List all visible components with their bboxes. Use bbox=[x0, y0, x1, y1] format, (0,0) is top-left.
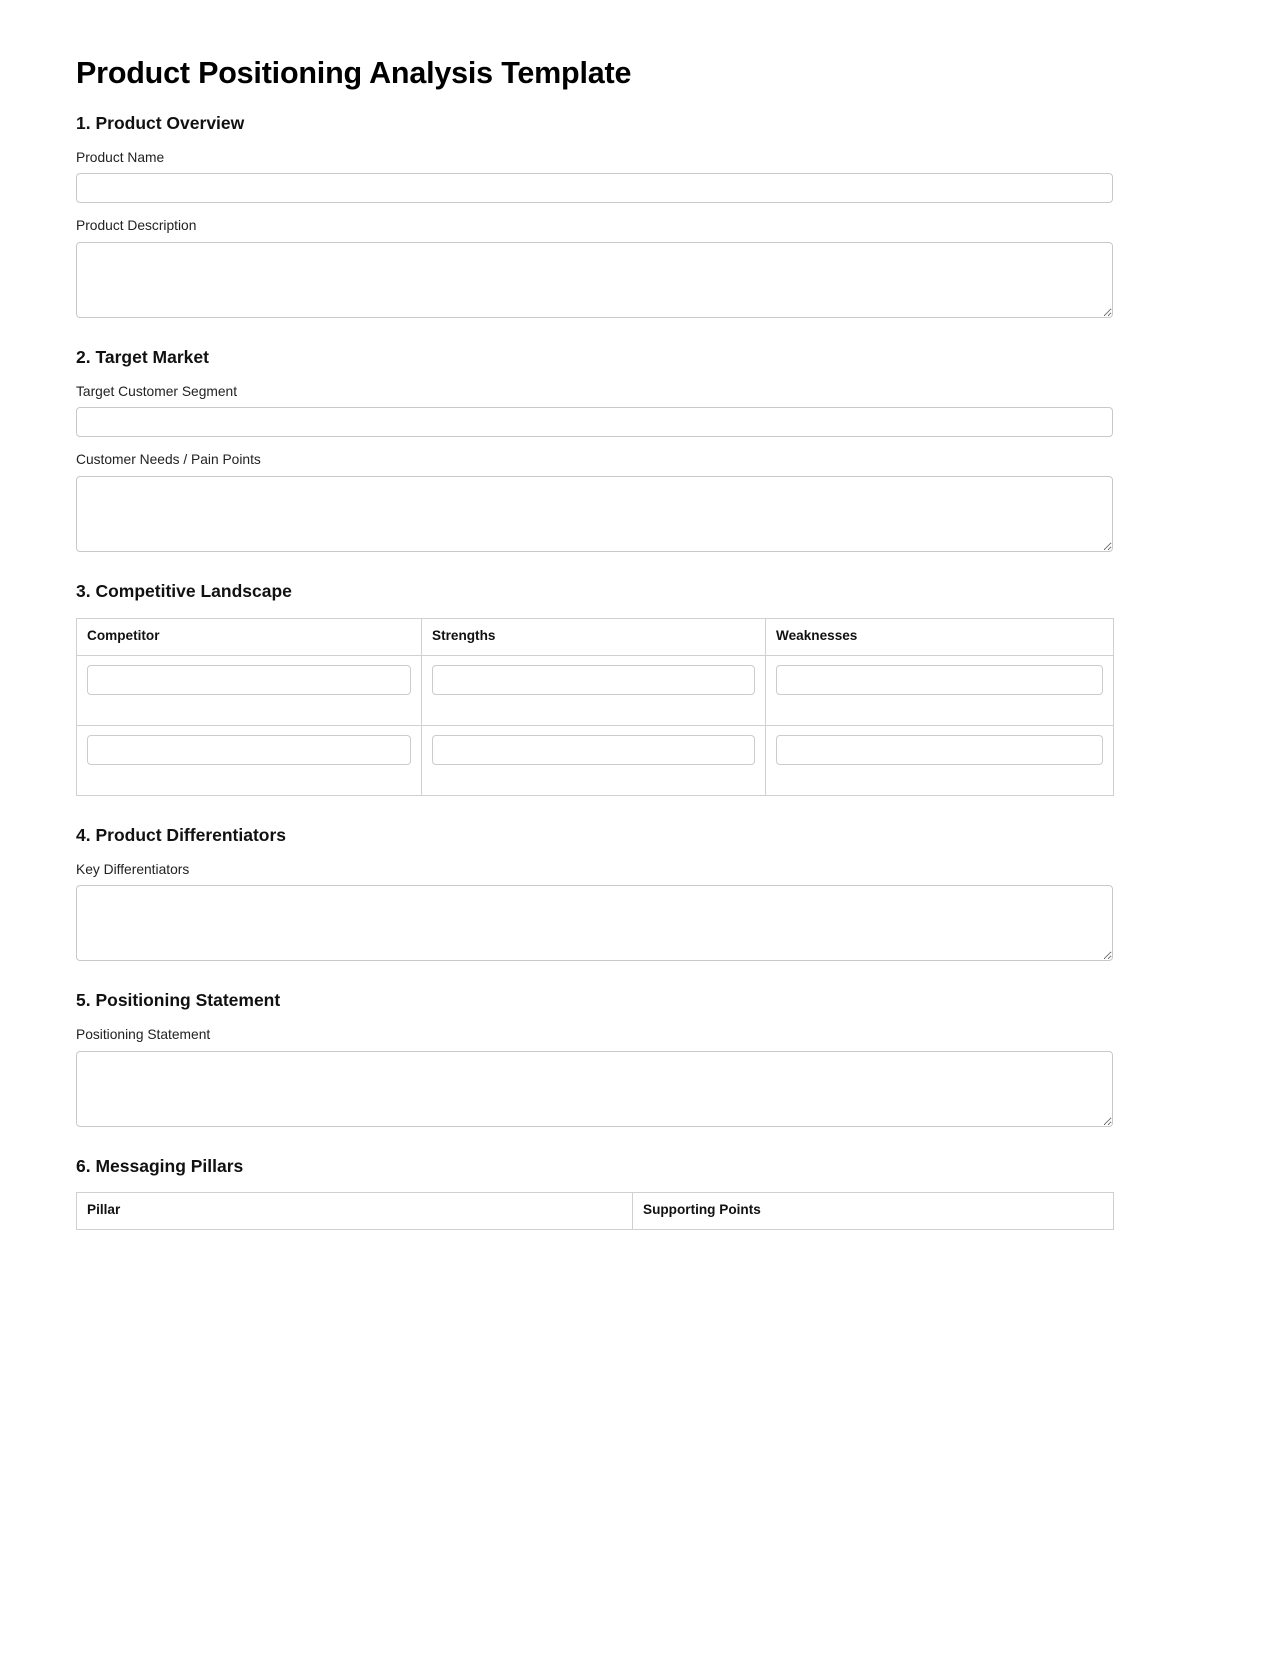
cell-competitor bbox=[77, 725, 422, 795]
product-description-textarea[interactable] bbox=[76, 242, 1113, 318]
column-header-strengths: Strengths bbox=[422, 618, 766, 655]
product-name-input[interactable] bbox=[76, 173, 1113, 203]
section-competitive-landscape bbox=[76, 580, 1113, 796]
section-heading-messaging-pillars: 6. Messaging Pillars bbox=[76, 1155, 244, 1176]
section-product-overview bbox=[76, 112, 1113, 318]
column-header-weaknesses: Weaknesses bbox=[766, 618, 1114, 655]
section-heading-target-market: 2. Target Market bbox=[76, 347, 209, 368]
customer-needs-pain-points-textarea[interactable] bbox=[76, 476, 1113, 552]
table-header-row bbox=[77, 1193, 1114, 1230]
positioning-statement-textarea[interactable] bbox=[76, 1051, 1113, 1127]
column-header-pillar: Pillar bbox=[77, 1193, 633, 1230]
label-positioning-statement: Positioning Statement bbox=[76, 1026, 211, 1042]
target-customer-segment-input[interactable] bbox=[76, 407, 1113, 437]
cell-weaknesses bbox=[766, 655, 1114, 725]
messaging-pillars-table bbox=[76, 1192, 1114, 1230]
field-product-description bbox=[76, 217, 1113, 318]
weaknesses-input-row2[interactable] bbox=[776, 735, 1103, 765]
column-header-supporting-points: Supporting Points bbox=[633, 1193, 1114, 1230]
section-product-differentiators bbox=[76, 824, 1113, 961]
field-key-differentiators bbox=[76, 861, 1113, 962]
field-product-name bbox=[76, 149, 1113, 204]
label-product-name: Product Name bbox=[76, 149, 165, 165]
weaknesses-input-row1[interactable] bbox=[776, 665, 1103, 695]
competitor-input-row2[interactable] bbox=[87, 735, 411, 765]
column-header-competitor: Competitor bbox=[77, 618, 422, 655]
label-key-differentiators: Key Differentiators bbox=[76, 861, 190, 877]
table-row bbox=[77, 725, 1114, 795]
key-differentiators-textarea[interactable] bbox=[76, 885, 1113, 961]
field-customer-needs-pain-points bbox=[76, 451, 1113, 552]
section-heading-positioning-statement: 5. Positioning Statement bbox=[76, 990, 281, 1011]
strengths-input-row2[interactable] bbox=[432, 735, 755, 765]
field-target-customer-segment bbox=[76, 383, 1113, 438]
cell-weaknesses bbox=[766, 725, 1114, 795]
cell-strengths bbox=[422, 725, 766, 795]
label-target-customer-segment: Target Customer Segment bbox=[76, 383, 238, 399]
field-positioning-statement bbox=[76, 1026, 1113, 1127]
section-heading-product-differentiators: 4. Product Differentiators bbox=[76, 824, 287, 845]
table-row bbox=[77, 655, 1114, 725]
strengths-input-row1[interactable] bbox=[432, 665, 755, 695]
section-messaging-pillars bbox=[76, 1155, 1113, 1231]
cell-competitor bbox=[77, 655, 422, 725]
competitive-landscape-table bbox=[76, 618, 1114, 796]
section-positioning-statement bbox=[76, 989, 1113, 1126]
competitor-input-row1[interactable] bbox=[87, 665, 411, 695]
section-heading-product-overview: 1. Product Overview bbox=[76, 113, 245, 134]
section-heading-competitive-landscape: 3. Competitive Landscape bbox=[76, 581, 292, 602]
cell-strengths bbox=[422, 655, 766, 725]
page-title: Product Positioning Analysis Template bbox=[76, 56, 632, 90]
table-header-row bbox=[77, 618, 1114, 655]
label-customer-needs-pain-points: Customer Needs / Pain Points bbox=[76, 452, 261, 468]
label-product-description: Product Description bbox=[76, 218, 197, 234]
section-target-market bbox=[76, 346, 1113, 552]
